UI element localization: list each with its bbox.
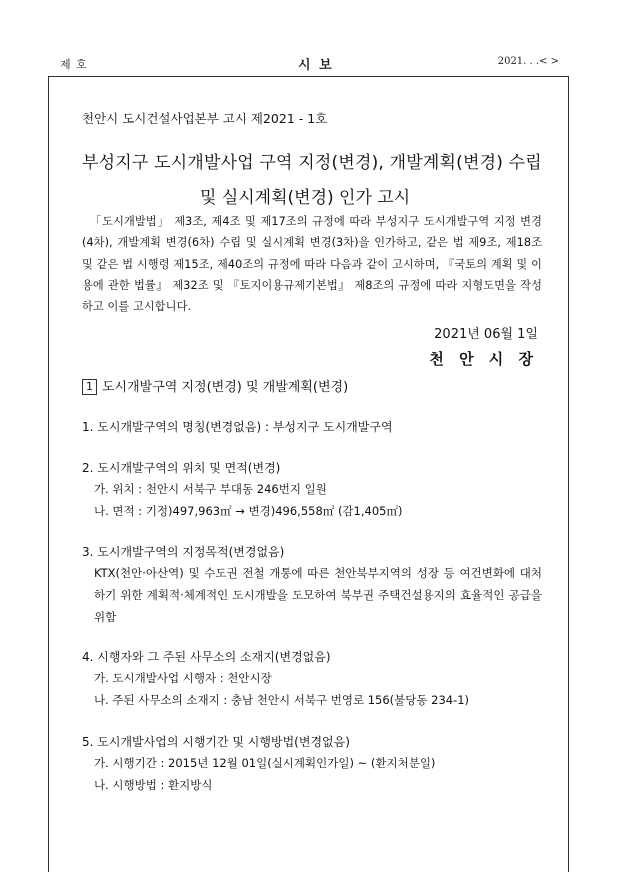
item-1-heading: 1. 도시개발구역의 명칭(변경없음) : 부성지구 도시개발구역	[82, 420, 393, 434]
item-3-purpose: KTX(천안·아산역) 및 수도권 전철 개통에 따른 천안북부지역의 성장 등 여건변화에 대처하기 위한 계획적·체계적인 도시개발을 도모하여 북부권 주택건설용지의 효율적인 공급을 위함	[94, 566, 542, 624]
section-number-box: 1	[82, 379, 97, 395]
gazette-date: 2021. . .< >	[497, 56, 559, 67]
section-heading	[82, 376, 348, 395]
item-2-heading: 2. 도시개발구역의 위치 및 면적(변경)	[82, 461, 281, 475]
section-title: 도시개발구역 지정(변경) 및 개발계획(변경)	[102, 380, 349, 395]
issue-number-label: 제 호	[60, 58, 88, 71]
gazette-header	[0, 52, 617, 74]
publish-date: 2021년 06월 1일	[434, 327, 538, 342]
item-5-method: 나. 시행방법 : 환지방식	[94, 778, 213, 792]
issuer: 천 안 시 장	[429, 350, 538, 368]
notice-number: 천안시 도시건설사업본부 고시 제2021 - 1호	[82, 111, 328, 126]
item-5-period: 가. 시행기간 : 2015년 12월 01일(실시계획인가일) ~ (환지처분일)	[94, 756, 436, 770]
item-4-office: 나. 주된 사무소의 소재지 : 충남 천안시 서북구 번영로 156(불당동 234-1)	[94, 693, 470, 707]
item-3-heading: 3. 도시개발구역의 지정목적(변경없음)	[82, 545, 285, 559]
notice-title-line2: 및 실시계획(변경) 인가 고시	[200, 188, 411, 208]
item-4-operator: 가. 도시개발사업 시행자 : 천안시장	[94, 671, 272, 685]
notice-body: 「도시개발법」 제3조, 제4조 및 제17조의 규정에 따라 부성지구 도시개발구역 지정 변경(4차), 개발계획 변경(6차) 수립 및 실시계획 변경(3차)을 인가하고, 같은 법 제9조, 제18조 및 같은 법 시행령 제15조, 제40조의 규정에 따라 다음과 같이 고시하며, 『국토의 계획 및 이용에 관한 법률』 제32조 및 『토지이용규제기본법』 제8조의 규정에 따라 지형도면을 작성하고 이를 고시합니다.	[82, 215, 542, 314]
notice-title-line1: 부성지구 도시개발사업 구역 지정(변경), 개발계획(변경) 수립	[82, 153, 542, 173]
item-5-heading: 5. 도시개발사업의 시행기간 및 시행방법(변경없음)	[82, 735, 350, 749]
gazette-title: 시 보	[298, 58, 334, 73]
item-4-heading: 4. 시행자와 그 주된 사무소의 소재지(변경없음)	[82, 650, 331, 664]
item-2-location: 가. 위치 : 천안시 서북구 부대동 246번지 일원	[94, 482, 327, 496]
item-2-area: 나. 면적 : 기정)497,963㎡ → 변경)496,558㎡ (감1,405㎡)	[94, 504, 403, 518]
